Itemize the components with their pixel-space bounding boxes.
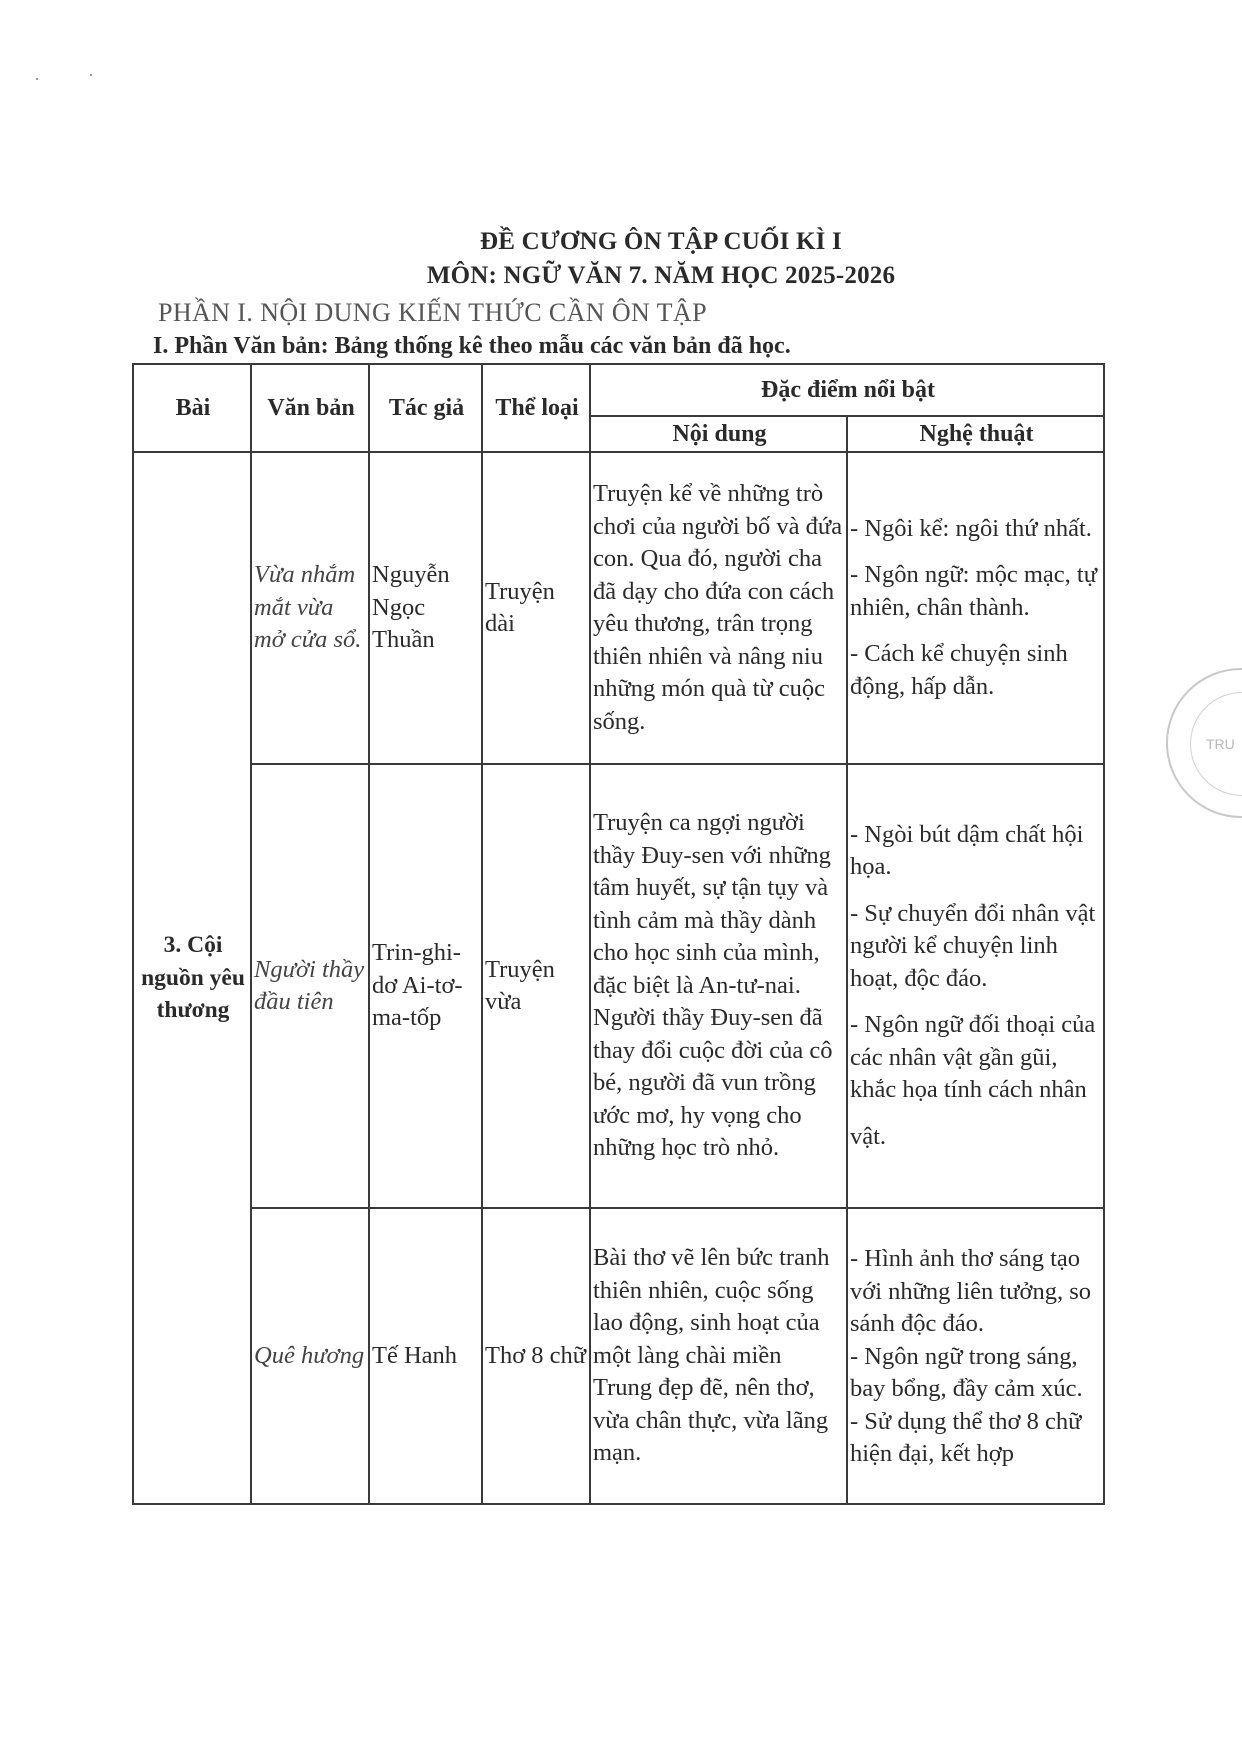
table-row [133,1208,1104,1504]
art-point: - Ngôn ngữ trong sáng, bay bổng, đầy cảm xúc. [850,1342,1083,1403]
text-title-cell: Quê hương [251,1208,369,1504]
art-cell [847,1208,1104,1504]
header-author: Tác giả [369,364,482,452]
genre-cell: Thơ 8 chữ [482,1208,590,1504]
scan-speck [90,74,92,76]
stamp-text: TRU [1206,736,1235,752]
scan-speck [36,78,38,80]
table-header-row [133,364,1104,416]
content-cell: Bài thơ vẽ lên bức tranh thiên nhiên, cuộc sống lao động, sinh hoạt của một làng chài miền Trung đẹp đẽ, nên thơ, vừa chân thực, vừa lãng mạn. [590,1208,847,1504]
art-point: - Hình ảnh thơ sáng tạo với những liên tưởng, so sánh độc đáo. [850,1245,1091,1338]
author-cell: Tế Hanh [369,1208,482,1504]
genre-cell: Truyện vừa [482,764,590,1208]
art-point: - Ngôi kể: ngôi thứ nhất. [850,514,1092,542]
author-cell: Nguyễn Ngọc Thuần [369,452,482,764]
header-genre: Thể loại [482,364,590,452]
header-art: Nghệ thuật [847,416,1104,452]
genre-cell: Truyện dài [482,452,590,764]
art-point: - Sử dụng thể thơ 8 chữ hiện đại, kết hợp [850,1407,1082,1468]
literature-table [132,363,1105,1505]
content-cell: Truyện kể về những trò chơi của người bố và đứa con. Qua đó, người cha đã dạy cho đứa con cách yêu thương, trân trọng thiên nhiên và nâng niu những món quà từ cuộc sống. [590,452,847,764]
author-cell: Trin-ghi-dơ Ai-tơ-ma-tốp [369,764,482,1208]
table-row [133,764,1104,1208]
part-heading: PHẦN I. NỘI DUNG KIẾN THỨC CẦN ÔN TẬP [158,298,707,327]
lesson-cell: 3. Cội nguồn yêu thương [133,452,251,1504]
text-title-cell: Vừa nhắm mắt vừa mở cửa sổ. [251,452,369,764]
document-title: ĐỀ CƯƠNG ÔN TẬP CUỐI KÌ I [480,228,842,255]
art-point: - Ngôn ngữ: mộc mạc, tự nhiên, chân thành. [850,561,1098,621]
official-stamp [1166,668,1242,818]
art-point: - Cách kể chuyện sinh động, hấp dẫn. [850,640,1068,700]
art-cell [847,452,1104,764]
art-point: - Ngòi bút dậm chất hội họa. [850,820,1084,881]
content-cell: Truyện ca ngợi người thầy Đuy-sen với những tâm huyết, sự tận tụy và tình cảm mà thầy dành cho học sinh của mình, đặc biệt là An-tư-nai. Người thầy Đuy-sen đã thay đổi cuộc đời của cô bé, người đã vun trồng ước mơ, hy vọng cho những học trò nhỏ. [590,764,847,1208]
art-point: - Ngôn ngữ đối thoại của các nhân vật gần gũi, khắc họa tính cách nhân [850,1011,1096,1104]
header-text: Văn bản [251,364,369,452]
header-content: Nội dung [590,416,847,452]
table-row [133,452,1104,764]
text-title-cell: Người thầy đầu tiên [251,764,369,1208]
art-point: vật. [850,1122,887,1150]
header-lesson: Bài [133,364,251,452]
art-point: - Sự chuyển đổi nhân vật người kể chuyện linh hoạt, độc đáo. [850,899,1096,992]
art-cell [847,764,1104,1208]
header-features: Đặc điểm nổi bật [590,364,1104,416]
document-subtitle: MÔN: NGỮ VĂN 7. NĂM HỌC 2025-2026 [426,262,896,289]
section-heading: I. Phần Văn bản: Bảng thống kê theo mẫu các văn bản đã học. [153,333,791,359]
